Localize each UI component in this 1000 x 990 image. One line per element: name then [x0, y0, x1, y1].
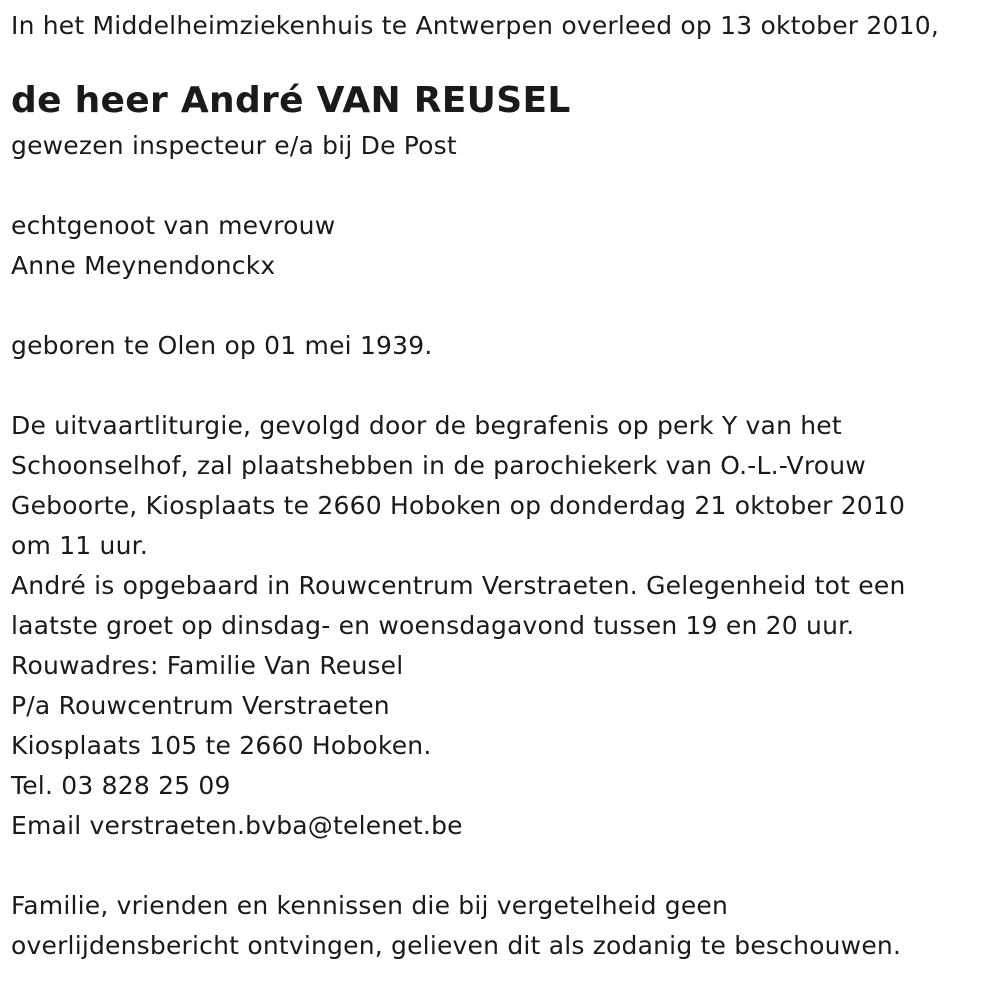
phone-line: Tel. 03 828 25 09 — [11, 771, 231, 800]
birth-line: geboren te Olen op 01 mei 1939. — [11, 331, 433, 360]
address-line: Rouwadres: Familie Van Reusel — [11, 651, 404, 680]
viewing-line: André is opgebaard in Rouwcentrum Verstraeten. Gelegenheid tot een — [11, 571, 906, 600]
spacer — [11, 286, 996, 326]
deceased-name: de heer André VAN REUSEL — [11, 80, 571, 121]
email-line: Email verstraeten.bvba@telenet.be — [11, 811, 463, 840]
occupation-line: gewezen inspecteur e/a bij De Post — [11, 131, 457, 160]
ceremony-line: Geboorte, Kiosplaats te 2660 Hoboken op donderdag 21 oktober 2010 — [11, 491, 906, 520]
spouse-line-1: echtgenoot van mevrouw — [11, 211, 336, 240]
spacer — [11, 366, 996, 406]
closing-line: overlijdensbericht ontvingen, gelieven dit als zodanig te beschouwen. — [11, 931, 902, 960]
ceremony-line: om 11 uur. — [11, 531, 148, 560]
ceremony-details — [11, 406, 996, 846]
closing-line: Familie, vrienden en kennissen die bij vergetelheid geen — [11, 891, 729, 920]
closing-note — [11, 886, 996, 966]
address-line: P/a Rouwcentrum Verstraeten — [11, 691, 390, 720]
spacer — [11, 166, 996, 206]
spacer — [11, 846, 996, 886]
obituary-notice — [11, 6, 996, 966]
viewing-line: laatste groet op dinsdag- en woensdagavond tussen 19 en 20 uur. — [11, 611, 855, 640]
ceremony-line: Schoonselhof, zal plaatshebben in de parochiekerk van O.-L.-Vrouw — [11, 451, 866, 480]
spouse-line-2: Anne Meynendonckx — [11, 251, 276, 280]
ceremony-line: De uitvaartliturgie, gevolgd door de begrafenis op perk Y van het — [11, 411, 842, 440]
address-line: Kiosplaats 105 te 2660 Hoboken. — [11, 731, 432, 760]
intro-line: In het Middelheimziekenhuis te Antwerpen overleed op 13 oktober 2010, — [11, 11, 939, 40]
